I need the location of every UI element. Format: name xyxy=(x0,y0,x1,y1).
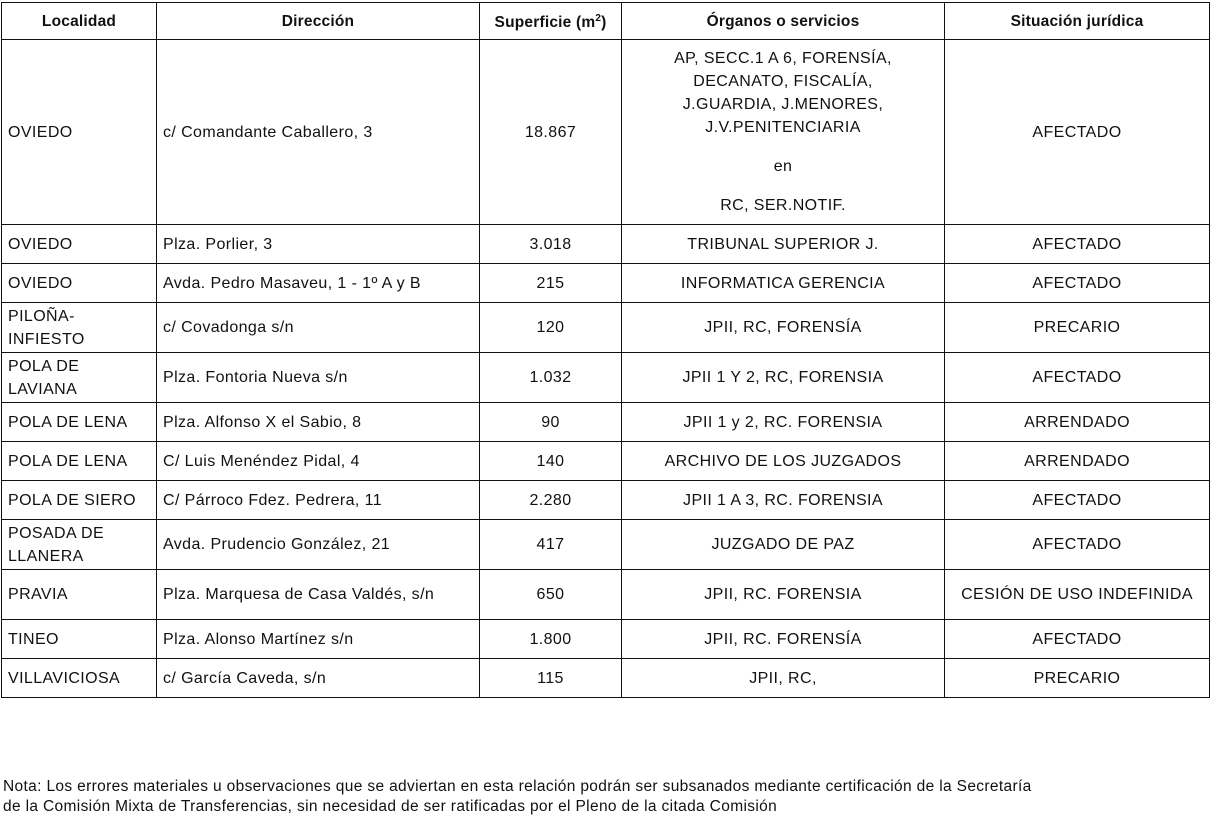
organos-line: INFORMATICA GERENCIA xyxy=(680,274,886,292)
cell-organos xyxy=(622,570,945,620)
cell-direccion: C/ Párroco Fdez. Pedrera, 11 xyxy=(157,481,480,520)
table-body xyxy=(2,40,1210,698)
organos-line: TRIBUNAL SUPERIOR J. xyxy=(687,235,879,253)
cell-direccion: c/ Covadonga s/n xyxy=(157,303,480,353)
organos-line: JPII 1 A 3, RC. FORENSIA xyxy=(683,491,883,509)
cell-situacion: AFECTADO xyxy=(945,353,1210,403)
cell-localidad: POLA DE LAVIANA xyxy=(2,353,157,403)
cell-superficie: 18.867 xyxy=(480,40,622,225)
cell-situacion: ARRENDADO xyxy=(945,442,1210,481)
cell-superficie: 1.800 xyxy=(480,620,622,659)
organos-line: en xyxy=(773,158,793,175)
cell-localidad: TINEO xyxy=(2,620,157,659)
cell-superficie: 90 xyxy=(480,403,622,442)
cell-direccion: Plza. Marquesa de Casa Valdés, s/n xyxy=(157,570,480,620)
cell-situacion: CESIÓN DE USO INDEFINIDA xyxy=(945,570,1210,620)
cell-situacion: ARRENDADO xyxy=(945,403,1210,442)
cell-localidad: PILOÑA- INFIESTO xyxy=(2,303,157,353)
cell-superficie: 115 xyxy=(480,659,622,698)
organos-line: AP, SECC.1 A 6, FORENSÍA, xyxy=(674,50,892,67)
cell-superficie: 215 xyxy=(480,264,622,303)
cell-direccion: Avda. Pedro Masaveu, 1 - 1º A y B xyxy=(157,264,480,303)
organos-line: ARCHIVO DE LOS JUZGADOS xyxy=(664,452,902,470)
table-row xyxy=(2,659,1210,698)
cell-direccion: Plza. Alfonso X el Sabio, 8 xyxy=(157,403,480,442)
cell-superficie: 1.032 xyxy=(480,353,622,403)
footnote xyxy=(3,777,1211,817)
cell-organos xyxy=(622,659,945,698)
cell-direccion: c/ García Caveda, s/n xyxy=(157,659,480,698)
cell-direccion: Plza. Porlier, 3 xyxy=(157,225,480,264)
cell-superficie: 417 xyxy=(480,520,622,570)
table-row xyxy=(2,570,1210,620)
organos-line: RC, SER.NOTIF. xyxy=(720,197,846,214)
cell-direccion: Avda. Prudencio González, 21 xyxy=(157,520,480,570)
cell-direccion: C/ Luis Menéndez Pidal, 4 xyxy=(157,442,480,481)
cell-situacion: AFECTADO xyxy=(945,40,1210,225)
table-row xyxy=(2,520,1210,570)
cell-situacion: AFECTADO xyxy=(945,620,1210,659)
cell-organos xyxy=(622,481,945,520)
table-row xyxy=(2,403,1210,442)
table-row xyxy=(2,353,1210,403)
cell-organos xyxy=(622,403,945,442)
organos-line: JUZGADO DE PAZ xyxy=(711,536,855,553)
organos-line: JPII, RC, FORENSÍA xyxy=(704,319,862,336)
cell-superficie: 3.018 xyxy=(480,225,622,264)
cell-direccion: Plza. Alonso Martínez s/n xyxy=(157,620,480,659)
table-row xyxy=(2,620,1210,659)
cell-situacion: AFECTADO xyxy=(945,481,1210,520)
table-row xyxy=(2,40,1210,225)
cell-localidad: PRAVIA xyxy=(2,570,157,620)
header-direccion: Dirección xyxy=(157,3,480,40)
header-superficie-close: ) xyxy=(601,14,607,32)
cell-direccion: c/ Comandante Caballero, 3 xyxy=(157,40,480,225)
cell-localidad: POLA DE LENA xyxy=(2,442,157,481)
cell-situacion: AFECTADO xyxy=(945,520,1210,570)
cell-organos xyxy=(622,353,945,403)
footnote-line-2: de la Comisión Mixta de Transferencias, sin necesidad de ser ratificadas por el Pleno de la citada Comisión xyxy=(3,798,778,815)
cell-situacion: AFECTADO xyxy=(945,225,1210,264)
cell-organos xyxy=(622,225,945,264)
organos-line: JPII 1 Y 2, RC, FORENSIA xyxy=(682,369,884,386)
header-localidad: Localidad xyxy=(2,3,157,40)
cell-situacion: PRECARIO xyxy=(945,659,1210,698)
table-row xyxy=(2,303,1210,353)
cell-organos xyxy=(622,303,945,353)
cell-organos xyxy=(622,620,945,659)
inmuebles-table xyxy=(1,2,1210,698)
cell-localidad: POLA DE SIERO xyxy=(2,481,157,520)
organos-line: JPII, RC. FORENSÍA xyxy=(704,630,862,648)
cell-superficie: 650 xyxy=(480,570,622,620)
cell-localidad: VILLAVICIOSA xyxy=(2,659,157,698)
cell-localidad: POSADA DE LLANERA xyxy=(2,520,157,570)
cell-situacion: PRECARIO xyxy=(945,303,1210,353)
footnote-line-1: Nota: Los errores materiales u observaciones que se adviertan en esta relación podrán ser subsanados mediante certificación de la Secretaría xyxy=(3,778,1032,795)
organos-line xyxy=(628,178,938,194)
cell-localidad: OVIEDO xyxy=(2,264,157,303)
cell-organos xyxy=(622,264,945,303)
cell-superficie: 2.280 xyxy=(480,481,622,520)
cell-localidad: OVIEDO xyxy=(2,40,157,225)
header-situacion: Situación jurídica xyxy=(945,3,1210,40)
header-superficie xyxy=(480,3,622,40)
header-superficie-text: Superficie (m xyxy=(494,14,596,32)
header-superficie-sup: 2 xyxy=(595,13,602,25)
cell-situacion: AFECTADO xyxy=(945,264,1210,303)
organos-line: DECANATO, FISCALÍA, xyxy=(693,73,873,90)
cell-superficie: 140 xyxy=(480,442,622,481)
organos-line: JPII 1 y 2, RC. FORENSIA xyxy=(683,413,883,431)
table-row xyxy=(2,264,1210,303)
cell-superficie: 120 xyxy=(480,303,622,353)
cell-organos xyxy=(622,40,945,225)
cell-localidad: OVIEDO xyxy=(2,225,157,264)
organos-line: J.GUARDIA, J.MENORES, xyxy=(682,96,884,113)
cell-direccion: Plza. Fontoria Nueva s/n xyxy=(157,353,480,403)
cell-organos xyxy=(622,442,945,481)
cell-organos xyxy=(622,520,945,570)
organos-line: J.V.PENITENCIARIA xyxy=(705,119,861,136)
organos-line: JPII, RC. FORENSIA xyxy=(704,586,862,603)
table-row xyxy=(2,225,1210,264)
organos-line xyxy=(628,139,938,155)
organos-line: JPII, RC, xyxy=(749,669,817,687)
table-header-row xyxy=(2,3,1210,40)
table-row xyxy=(2,442,1210,481)
table-row xyxy=(2,481,1210,520)
cell-localidad: POLA DE LENA xyxy=(2,403,157,442)
header-organos: Órganos o servicios xyxy=(622,3,945,40)
